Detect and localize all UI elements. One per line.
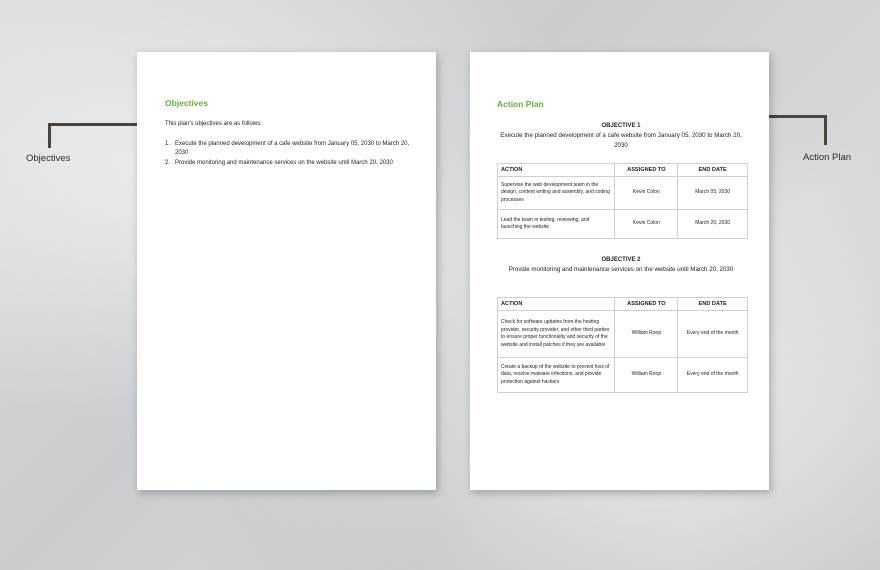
objectives-list — [165, 140, 410, 169]
header-end-date: END DATE — [678, 164, 748, 177]
action-plan-callout-label: Action Plan — [803, 152, 852, 163]
header-assigned-to: ASSIGNED TO — [615, 164, 678, 177]
table-row — [498, 177, 748, 210]
table-header-row — [498, 164, 748, 177]
header-end-date: END DATE — [678, 298, 748, 311]
cell-action: Create a backup of the website to prevent loss of data, resolve malware infections, and provide protection against hackers — [498, 358, 615, 393]
cell-assigned: Kevin Colon — [615, 177, 678, 210]
objective-1-label: OBJECTIVE 1 — [601, 123, 641, 129]
list-item-text: Execute the planned development of a cafe website from January 05, 2030 to March 20, 2030 — [175, 141, 410, 156]
table-row — [498, 358, 748, 393]
objectives-callout-label: Objectives — [26, 153, 71, 164]
cell-assigned: William Roop — [615, 358, 678, 393]
objective-2-label: OBJECTIVE 2 — [601, 257, 641, 263]
list-item-text: Provide monitoring and maintenance services on the website until March 20, 2030 — [175, 160, 393, 166]
list-item-number: 1. — [165, 141, 171, 147]
table-row — [498, 210, 748, 239]
objectives-page — [137, 52, 436, 490]
objectives-title: Objectives — [165, 98, 208, 108]
list-item — [165, 159, 410, 168]
cell-assigned: William Roop — [615, 311, 678, 358]
cell-end-date: March 20, 2030 — [678, 210, 748, 239]
header-action: ACTION — [498, 164, 615, 177]
objectives-intro: This plan's objectives are as follows: — [165, 121, 262, 127]
table-row — [498, 311, 748, 358]
table-header-row — [498, 298, 748, 311]
list-item-number: 2. — [165, 160, 171, 166]
cell-assigned: Kevin Colon — [615, 210, 678, 239]
cell-action: Lead the team in testing, reviewing, and launching the website — [498, 210, 615, 239]
header-action: ACTION — [498, 298, 615, 311]
objective-2-heading — [494, 255, 748, 275]
objectives-callout-vertical — [48, 123, 51, 148]
action-plan-page — [470, 52, 769, 490]
cell-end-date: Every end of the month — [678, 358, 748, 393]
cell-end-date: Every end of the month — [678, 311, 748, 358]
objectives-callout-horizontal — [48, 123, 150, 126]
action-plan-callout-vertical — [824, 115, 827, 145]
objective-1-description: Execute the planned development of a cafe website from January 05, 2030 to March 20, 2030 — [500, 132, 742, 149]
objective-1-table — [497, 163, 748, 239]
header-assigned-to: ASSIGNED TO — [615, 298, 678, 311]
objective-1-heading — [494, 121, 748, 151]
cell-action: Check for software updates from the hosting provider, security provider, and other third parties to ensure proper functionality and security of the website and install patches if they are available — [498, 311, 615, 358]
action-plan-title: Action Plan — [497, 99, 544, 109]
cell-end-date: March 05, 2030 — [678, 177, 748, 210]
objective-2-table — [497, 297, 748, 393]
list-item — [165, 140, 410, 158]
cell-action: Supervise the web development team in the design, content writing and assembly, and coding processes — [498, 177, 615, 210]
objective-2-description: Provide monitoring and maintenance services on the website until March 20, 2030 — [508, 266, 734, 273]
